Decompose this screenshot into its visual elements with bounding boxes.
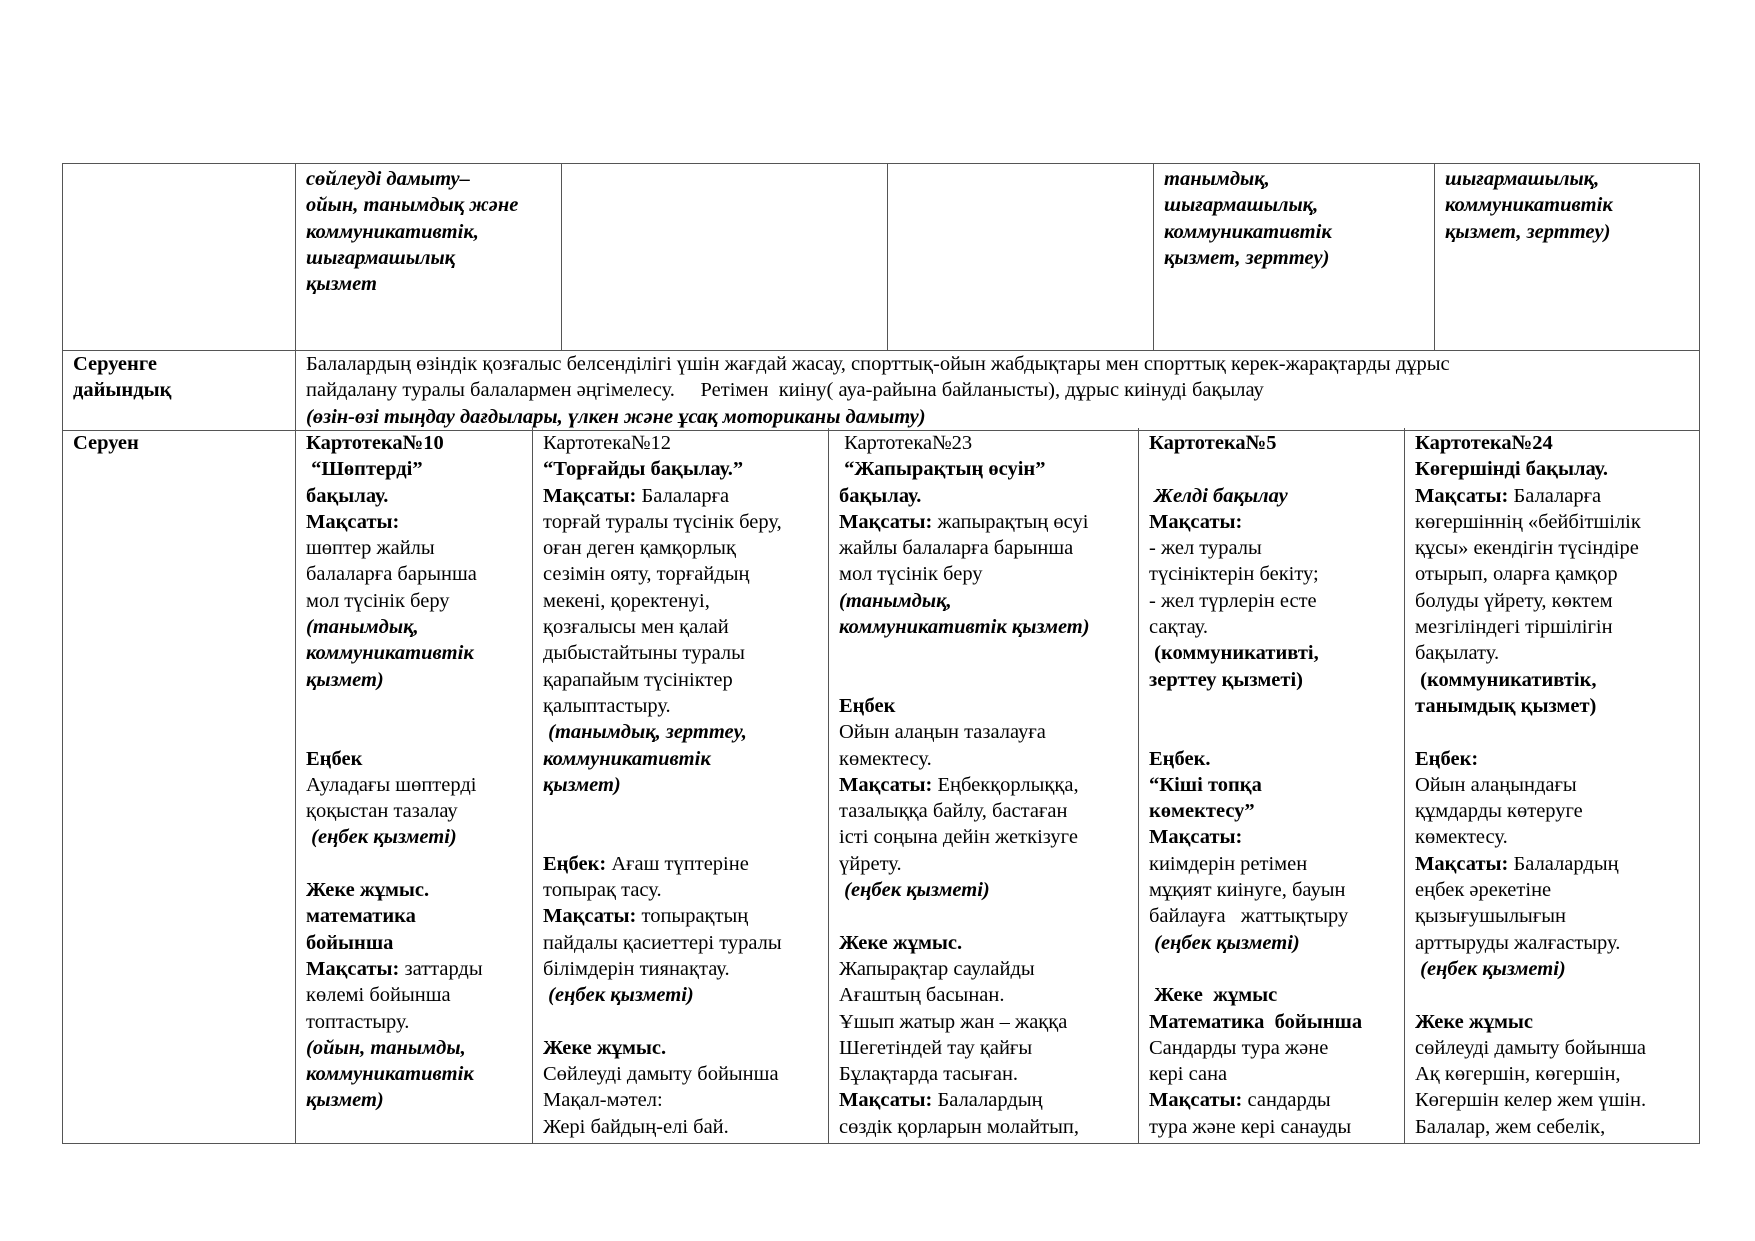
- card-line: Жапырақтар саулайды: [839, 957, 1035, 980]
- activity-cell-2: [562, 164, 888, 351]
- card-line: шөптер жайлы: [306, 537, 435, 560]
- text-line: коммуникативтік,: [306, 220, 479, 243]
- goal-text: Балалардың: [932, 1089, 1043, 1112]
- goal-line: [543, 483, 818, 509]
- card-line: тазалыққа байлу, бастаған: [839, 800, 1068, 823]
- card-line: Мақсаты:: [1149, 510, 1243, 533]
- card-line: сөздік қорларын молайтып,: [839, 1115, 1080, 1138]
- card-line: Мақсаты:: [1149, 826, 1243, 849]
- card-line: қызмет): [306, 1089, 384, 1112]
- card-line: Ауладағы шөптерді: [306, 773, 477, 796]
- activity-cell-3: [888, 164, 1154, 351]
- card-line: [1415, 982, 1689, 1008]
- card-line: қалыптастыру.: [543, 694, 671, 717]
- goal-text: заттарды: [399, 957, 483, 980]
- card-line: (танымдық,: [839, 589, 952, 612]
- card-line: Шегетіндей тау қайғы: [839, 1036, 1033, 1059]
- card-line: Еңбек: [306, 747, 363, 770]
- card-line: топырақ тасу.: [543, 879, 662, 902]
- card-line: сезімін ояту, торғайдың: [543, 563, 750, 586]
- goal-line: [1415, 851, 1689, 877]
- text-line: Серуенге: [73, 353, 157, 375]
- card-line: байлауға жаттықтыру: [1149, 905, 1349, 928]
- card-line: тура және кері санауды: [1149, 1115, 1352, 1138]
- card-line: “Жапырақтың өсуін”: [839, 458, 1046, 481]
- activity-cell-1: [296, 164, 562, 351]
- card-line: құсы» екендігін түсіндіре: [1415, 537, 1639, 560]
- card-line: Картотека№23: [839, 432, 973, 454]
- walk-card-1: [296, 428, 533, 1144]
- card-line: білімдерін тиянақтау.: [543, 957, 730, 980]
- card-line: еңбек әрекетіне: [1415, 879, 1552, 902]
- walk-preparation-label: [63, 349, 296, 430]
- card-line: Мақсаты:: [306, 510, 400, 533]
- card-line: Еңбек: [839, 694, 896, 717]
- text-line: Балалардың өзіндік қозғалыс белсенділігі үшін жағдай жасау, спорттық-ойын жабдықтары мен спорттық керек-жарақтарды дұрыс: [306, 353, 1450, 375]
- card-line: [306, 851, 522, 877]
- card-line: көмектесу.: [1415, 826, 1508, 849]
- card-line: Ойын алаңындағы: [1415, 773, 1577, 796]
- card-line: бақылау.: [839, 484, 922, 507]
- goal-text: жапырақтың өсуі: [932, 510, 1089, 533]
- card-line: Ойын алаңын тазалауға: [839, 721, 1046, 744]
- card-line: Балалар, жем себелік,: [1415, 1115, 1606, 1138]
- card-line: коммуникативтік: [306, 1063, 474, 1086]
- card-line: Желді бақылау: [1149, 484, 1288, 507]
- card-line: Картотека№12: [543, 432, 672, 454]
- card-line: мезгіліндегі тіршілігін: [1415, 616, 1613, 639]
- card-line: Картотека№10: [306, 432, 444, 454]
- text-line: пайдалану туралы балалармен әңгімелесу. Ретімен киіну( ауа-райына байланысты), дұрыс киінуді бақылау: [306, 379, 1264, 402]
- card-line: [543, 1009, 818, 1035]
- goal-text: Ағаш түптеріне: [606, 852, 749, 875]
- card-line: (еңбек қызметі): [306, 826, 457, 849]
- card-line: Ақ көгершін, көгершін,: [1415, 1063, 1621, 1086]
- card-line: қызмет): [306, 668, 384, 691]
- card-line: (еңбек қызметі): [839, 879, 990, 902]
- card-line: [839, 667, 1128, 693]
- card-line: істі соңына дейін жеткізуге: [839, 826, 1078, 849]
- text-line: ойын, танымдық және: [306, 194, 519, 217]
- goal-label: Мақсаты:: [1415, 852, 1509, 875]
- card-line: Ұшып жатыр жан – жаққа: [839, 1010, 1068, 1033]
- card-line: (ойын, танымды,: [306, 1036, 466, 1059]
- card-line: Мақал-мәтел:: [543, 1089, 663, 1112]
- card-line: мекені, қоректенуі,: [543, 589, 710, 612]
- card-line: (танымдық,: [306, 616, 419, 639]
- walk-card-3: [829, 428, 1139, 1144]
- card-line: құмдарды көтеруге: [1415, 800, 1583, 823]
- card-line: Жеке жұмыс: [1149, 984, 1278, 1007]
- card-line: мол түсінік беру: [306, 589, 450, 612]
- goal-text: Балаларға: [636, 484, 730, 507]
- card-line: (танымдық, зерттеу,: [543, 721, 747, 744]
- card-line: [1415, 719, 1689, 745]
- card-line: арттыруды жалғастыру.: [1415, 931, 1621, 954]
- card-line: Еңбек:: [1415, 747, 1479, 770]
- card-line: [543, 824, 818, 850]
- card-line: [1149, 956, 1394, 982]
- card-line: (коммуникативтік,: [1415, 668, 1597, 691]
- card-line: Көгершін келер жем үшін.: [1415, 1089, 1647, 1112]
- card-line: [543, 798, 818, 824]
- goal-label: Еңбек:: [543, 852, 607, 875]
- card-line: Бұлақтарда тасыған.: [839, 1063, 1019, 1086]
- goal-line: [839, 772, 1128, 798]
- card-line: зерттеу қызметі): [1149, 668, 1303, 691]
- card-line: коммуникативтік: [306, 642, 474, 665]
- text-line: сөйлеуді дамыту–: [306, 168, 470, 190]
- card-line: [306, 693, 522, 719]
- card-line: [1149, 456, 1394, 482]
- card-line: қызмет): [543, 773, 621, 796]
- card-line: торғай туралы түсінік беру,: [543, 510, 782, 533]
- card-line: коммуникативтік қызмет): [839, 616, 1090, 639]
- card-line: коммуникативтік: [543, 747, 711, 770]
- activity-cell-4: [1154, 164, 1435, 351]
- card-line: бақылату.: [1415, 642, 1500, 665]
- text-line: қызмет, зерттеу): [1445, 220, 1611, 243]
- continued-activity-row: [62, 163, 1700, 351]
- card-line: - жел туралы: [1149, 537, 1262, 560]
- card-line: балаларға барынша: [306, 563, 477, 586]
- card-line: болуды үйрету, көктем: [1415, 589, 1613, 612]
- card-line: - жел түрлерін есте: [1149, 589, 1317, 612]
- text-line: коммуникативтік: [1164, 220, 1332, 243]
- card-line: жайлы балаларға барынша: [839, 537, 1074, 560]
- goal-label: Мақсаты:: [839, 1089, 933, 1112]
- card-line: математика: [306, 905, 416, 928]
- card-line: [1149, 719, 1394, 745]
- card-line: [839, 903, 1128, 929]
- card-line: Математика бойынша: [1149, 1010, 1363, 1033]
- card-line: Жері байдың-елі бай.: [543, 1115, 729, 1138]
- card-line: (еңбек қызметі): [1415, 957, 1566, 980]
- card-line: Сандарды тура және: [1149, 1036, 1329, 1059]
- walk-preparation-text: [296, 349, 1700, 430]
- goal-line: [839, 509, 1128, 535]
- goal-text: топырақтың: [636, 905, 749, 928]
- goal-label: Мақсаты:: [1415, 484, 1509, 507]
- card-line: “Кіші топқа: [1149, 773, 1262, 796]
- card-line: Ағаштың басынан.: [839, 984, 1005, 1007]
- card-line: бақылау.: [306, 484, 389, 507]
- card-line: [839, 640, 1128, 666]
- walk-card-5: [1405, 428, 1700, 1144]
- card-line: Картотека№24: [1415, 432, 1553, 454]
- text-line: қызмет: [306, 273, 377, 296]
- walk-card-2: [533, 428, 829, 1144]
- card-line: (еңбек қызметі): [1149, 931, 1300, 954]
- walk-preparation-row: [62, 349, 1700, 431]
- goal-line: [543, 851, 818, 877]
- goal-text: Еңбекқорлыққа,: [932, 773, 1079, 796]
- card-line: Көгершінді бақылау.: [1415, 458, 1609, 481]
- row-label-cell: [63, 164, 296, 351]
- text-line: танымдық,: [1164, 168, 1270, 190]
- goal-label: Мақсаты:: [1149, 1089, 1243, 1112]
- goal-label: Мақсаты:: [543, 905, 637, 928]
- walk-row: [62, 428, 1700, 1144]
- card-line: Жеке жұмыс.: [839, 931, 963, 954]
- card-line: (еңбек қызметі): [543, 984, 694, 1007]
- card-line: [1149, 693, 1394, 719]
- card-line: сөйлеуді дамыту бойынша: [1415, 1036, 1646, 1059]
- goal-text: Балаларға: [1508, 484, 1602, 507]
- card-line: “Шөптерді”: [306, 458, 423, 481]
- card-line: отырып, оларға қамқор: [1415, 563, 1618, 586]
- goal-line: [839, 1087, 1128, 1113]
- goal-text: Балалардың: [1508, 852, 1619, 875]
- goal-label: Мақсаты:: [306, 957, 400, 980]
- goal-label: Мақсаты:: [839, 510, 933, 533]
- card-line: киімдерін ретімен: [1149, 852, 1308, 875]
- goal-line: [543, 903, 818, 929]
- card-line: қарапайым түсініктер: [543, 668, 733, 691]
- card-line: мұқият киінуге, бауын: [1149, 879, 1346, 902]
- card-line: қозғалысы мен қалай: [543, 616, 729, 639]
- goal-line: [1149, 1087, 1394, 1113]
- card-line: қызығушылығын: [1415, 905, 1566, 928]
- goal-label: Мақсаты:: [543, 484, 637, 507]
- walk-label: Серуен: [63, 428, 296, 1144]
- text-line: шығармашылық: [306, 246, 456, 269]
- walk-preparation-note: (өзін-өзі тыңдау дағдылары, үлкен және ұсақ моториканы дамыту): [306, 405, 926, 428]
- text-line: коммуникативтік: [1445, 194, 1613, 217]
- goal-label: Мақсаты:: [839, 773, 933, 796]
- card-line: кері сана: [1149, 1063, 1228, 1086]
- card-line: бойынша: [306, 931, 394, 954]
- card-line: Жеке жұмыс.: [306, 879, 430, 902]
- card-line: қоқыстан тазалау: [306, 800, 458, 823]
- text-line: дайындық: [73, 379, 172, 402]
- card-line: Сөйлеуді дамыту бойынша: [543, 1063, 779, 1086]
- card-line: Жеке жұмыс.: [543, 1036, 667, 1059]
- card-line: көгершіннің «бейбітшілік: [1415, 510, 1641, 533]
- card-line: Еңбек.: [1149, 747, 1211, 770]
- card-line: көмектесу”: [1149, 800, 1255, 823]
- card-line: оған деген қамқорлық: [543, 537, 736, 560]
- goal-text: сандарды: [1242, 1089, 1331, 1112]
- card-line: дыбыстайтыны туралы: [543, 642, 745, 665]
- card-line: Жеке жұмыс: [1415, 1010, 1534, 1033]
- card-line: көлемі бойынша: [306, 984, 451, 1007]
- card-line: [306, 719, 522, 745]
- goal-line: [306, 956, 522, 982]
- card-line: (коммуникативті,: [1149, 642, 1319, 665]
- card-line: көмектесу.: [839, 747, 932, 770]
- card-line: Картотека№5: [1149, 432, 1277, 454]
- card-line: танымдық қызмет): [1415, 694, 1597, 717]
- text-line: қызмет, зерттеу): [1164, 246, 1330, 269]
- walk-card-4: [1139, 428, 1405, 1144]
- card-line: топтастыру.: [306, 1010, 410, 1033]
- goal-line: [1415, 483, 1689, 509]
- card-line: үйрету.: [839, 852, 902, 875]
- card-line: сақтау.: [1149, 616, 1208, 639]
- text-line: шығармашылық,: [1164, 194, 1319, 217]
- activity-cell-5: [1435, 164, 1700, 351]
- text-line: шығармашылық,: [1445, 168, 1600, 190]
- card-line: “Торғайды бақылау.”: [543, 458, 744, 481]
- card-line: түсініктерін бекіту;: [1149, 563, 1319, 586]
- card-line: пайдалы қасиеттері туралы: [543, 931, 782, 954]
- card-line: мол түсінік беру: [839, 563, 983, 586]
